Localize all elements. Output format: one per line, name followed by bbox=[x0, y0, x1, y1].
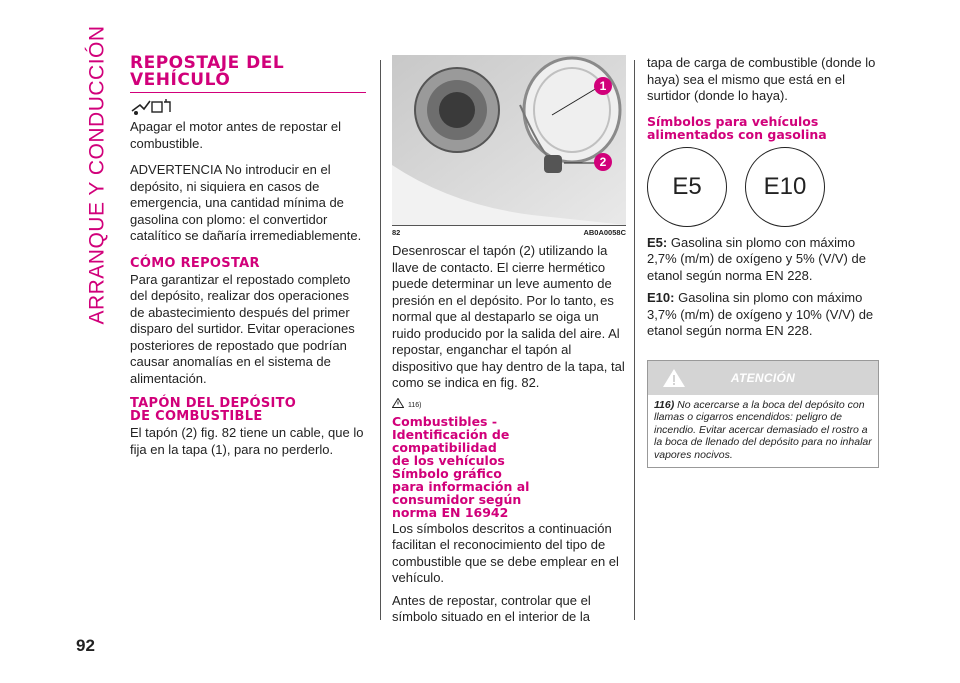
heading-line-2: Identificación de bbox=[392, 426, 510, 442]
page-number: 92 bbox=[76, 636, 95, 655]
figure-caption bbox=[392, 225, 626, 243]
attention-ref: 116) bbox=[654, 398, 675, 411]
section-title-vertical bbox=[78, 15, 118, 335]
figure-code: AB0A0058C bbox=[583, 228, 626, 237]
engine-off-icon bbox=[130, 97, 366, 119]
main-heading bbox=[130, 55, 366, 93]
figure-number: 82 bbox=[392, 228, 401, 237]
warning-reference bbox=[392, 398, 626, 409]
main-heading-line2: VEHÍCULO bbox=[130, 70, 231, 90]
badge-e10: E10 bbox=[745, 147, 825, 227]
heading-line-1: Combustibles - bbox=[392, 413, 498, 429]
heading-line-6: para información al bbox=[392, 478, 530, 494]
heading-como-repostar: CÓMO REPOSTAR bbox=[130, 255, 260, 271]
heading-simbolos-line2: alimentados con gasolina bbox=[647, 126, 827, 142]
badge-e5: E5 bbox=[647, 147, 727, 227]
attention-body bbox=[648, 395, 878, 468]
column-divider-2 bbox=[634, 60, 635, 620]
paragraph-e5 bbox=[647, 235, 879, 285]
heading-simbolos-line1: Símbolos para vehículos bbox=[647, 113, 819, 129]
fuel-badges bbox=[647, 147, 879, 227]
paragraph-e10 bbox=[647, 290, 879, 340]
warning-triangle-icon bbox=[392, 398, 404, 408]
heading-line-8: norma EN 16942 bbox=[392, 504, 509, 520]
attention-box bbox=[647, 360, 879, 469]
heading-line-4: de los vehículos bbox=[392, 452, 505, 468]
attention-title: ATENCIÓN bbox=[730, 370, 796, 385]
e5-label: E5: bbox=[647, 234, 668, 250]
attention-header bbox=[648, 361, 878, 395]
heading-tapon-line1: TAPÓN DEL DEPÓSITO bbox=[130, 396, 297, 411]
callout-2: 2 bbox=[594, 153, 612, 171]
paragraph-warning: ADVERTENCIA No introducir en el depósito, ni siquiera en casos de emergencia, una cantidad mínima de gasolina con plomo: el convertidor catalítico se dañaría irremediablemente. bbox=[130, 162, 362, 243]
paragraph-tapa: tapa de carga de combustible (donde lo haya) sea el mismo que está en el surtidor (donde lo haya). bbox=[647, 55, 876, 103]
attention-text: No acercarse a la boca del depósito con llamas o cigarros encendidos: peligro de incendio. Evitar acercar demasiado el rostro a la boca de llenado del depósito para no inhalar vapores nocivos. bbox=[654, 398, 872, 461]
paragraph-simbolos: Los símbolos descritos a continuación facilitan el reconocimiento del tipo de combustible que se debe emplear en el vehículo. bbox=[392, 520, 619, 585]
heading-tapon bbox=[130, 397, 366, 423]
paragraph-engine-off: Apagar el motor antes de repostar el combustible. bbox=[130, 119, 342, 151]
e10-text: Gasolina sin plomo con máximo 3,7% (m/m) de oxígeno y 10% (V/V) de etanol según norma EN 228. bbox=[647, 290, 874, 338]
e5-text: Gasolina sin plomo con máximo 2,7% (m/m) de oxígeno y 5% (V/V) de etanol según norma EN 228. bbox=[647, 234, 866, 283]
e10-label: E10: bbox=[647, 290, 675, 305]
callout-1: 1 bbox=[594, 77, 612, 95]
warning-reference-text: 116) bbox=[408, 401, 422, 409]
fuel-cap-illustration bbox=[392, 55, 626, 225]
column-divider-1 bbox=[380, 60, 381, 620]
paragraph-antes: Antes de repostar, controlar que el símbolo situado en el interior de la bbox=[392, 592, 591, 624]
warning-triangle-icon bbox=[662, 368, 686, 388]
heading-line-3: compatibilidad bbox=[392, 439, 497, 455]
heading-line-5: Símbolo gráfico bbox=[392, 465, 502, 481]
section-title-text: ARRANQUE Y CONDUCCIÓN bbox=[86, 25, 110, 325]
main-heading-line1: REPOSTAJE DEL bbox=[130, 53, 285, 73]
column-3 bbox=[647, 55, 879, 468]
paragraph-tapon: El tapón (2) fig. 82 tiene un cable, que lo fija en la tapa (1), para no perderlo. bbox=[130, 425, 364, 457]
heading-line-7: consumidor según bbox=[392, 491, 522, 507]
heading-combustibles bbox=[392, 415, 626, 519]
heading-simbolos-gasolina bbox=[647, 115, 879, 141]
figure-fuel-cap bbox=[392, 55, 626, 225]
paragraph-como-repostar: Para garantizar el repostado completo del depósito, realizar dos operaciones de abastecimiento después del primer disparo del surtidor. Evitar operaciones posteriores de repostado que podrían causar anomalías en el sistema de alimentación. bbox=[130, 271, 355, 386]
column-1 bbox=[130, 55, 366, 464]
paragraph-desenroscar: Desenroscar el tapón (2) utilizando la llave de contacto. El cierre hermético puede determinar un leve aumento de presión en el depósito. Por lo tanto, es normal que al destaparlo se oiga un ruido producido por la salida del aire. Al repostar, enganchar el tapón al dispositivo que hay dentro de la tapa, tal como se indica en fig. 82. bbox=[392, 243, 625, 390]
column-2 bbox=[392, 55, 626, 632]
heading-tapon-line2: DE COMBUSTIBLE bbox=[130, 409, 263, 424]
